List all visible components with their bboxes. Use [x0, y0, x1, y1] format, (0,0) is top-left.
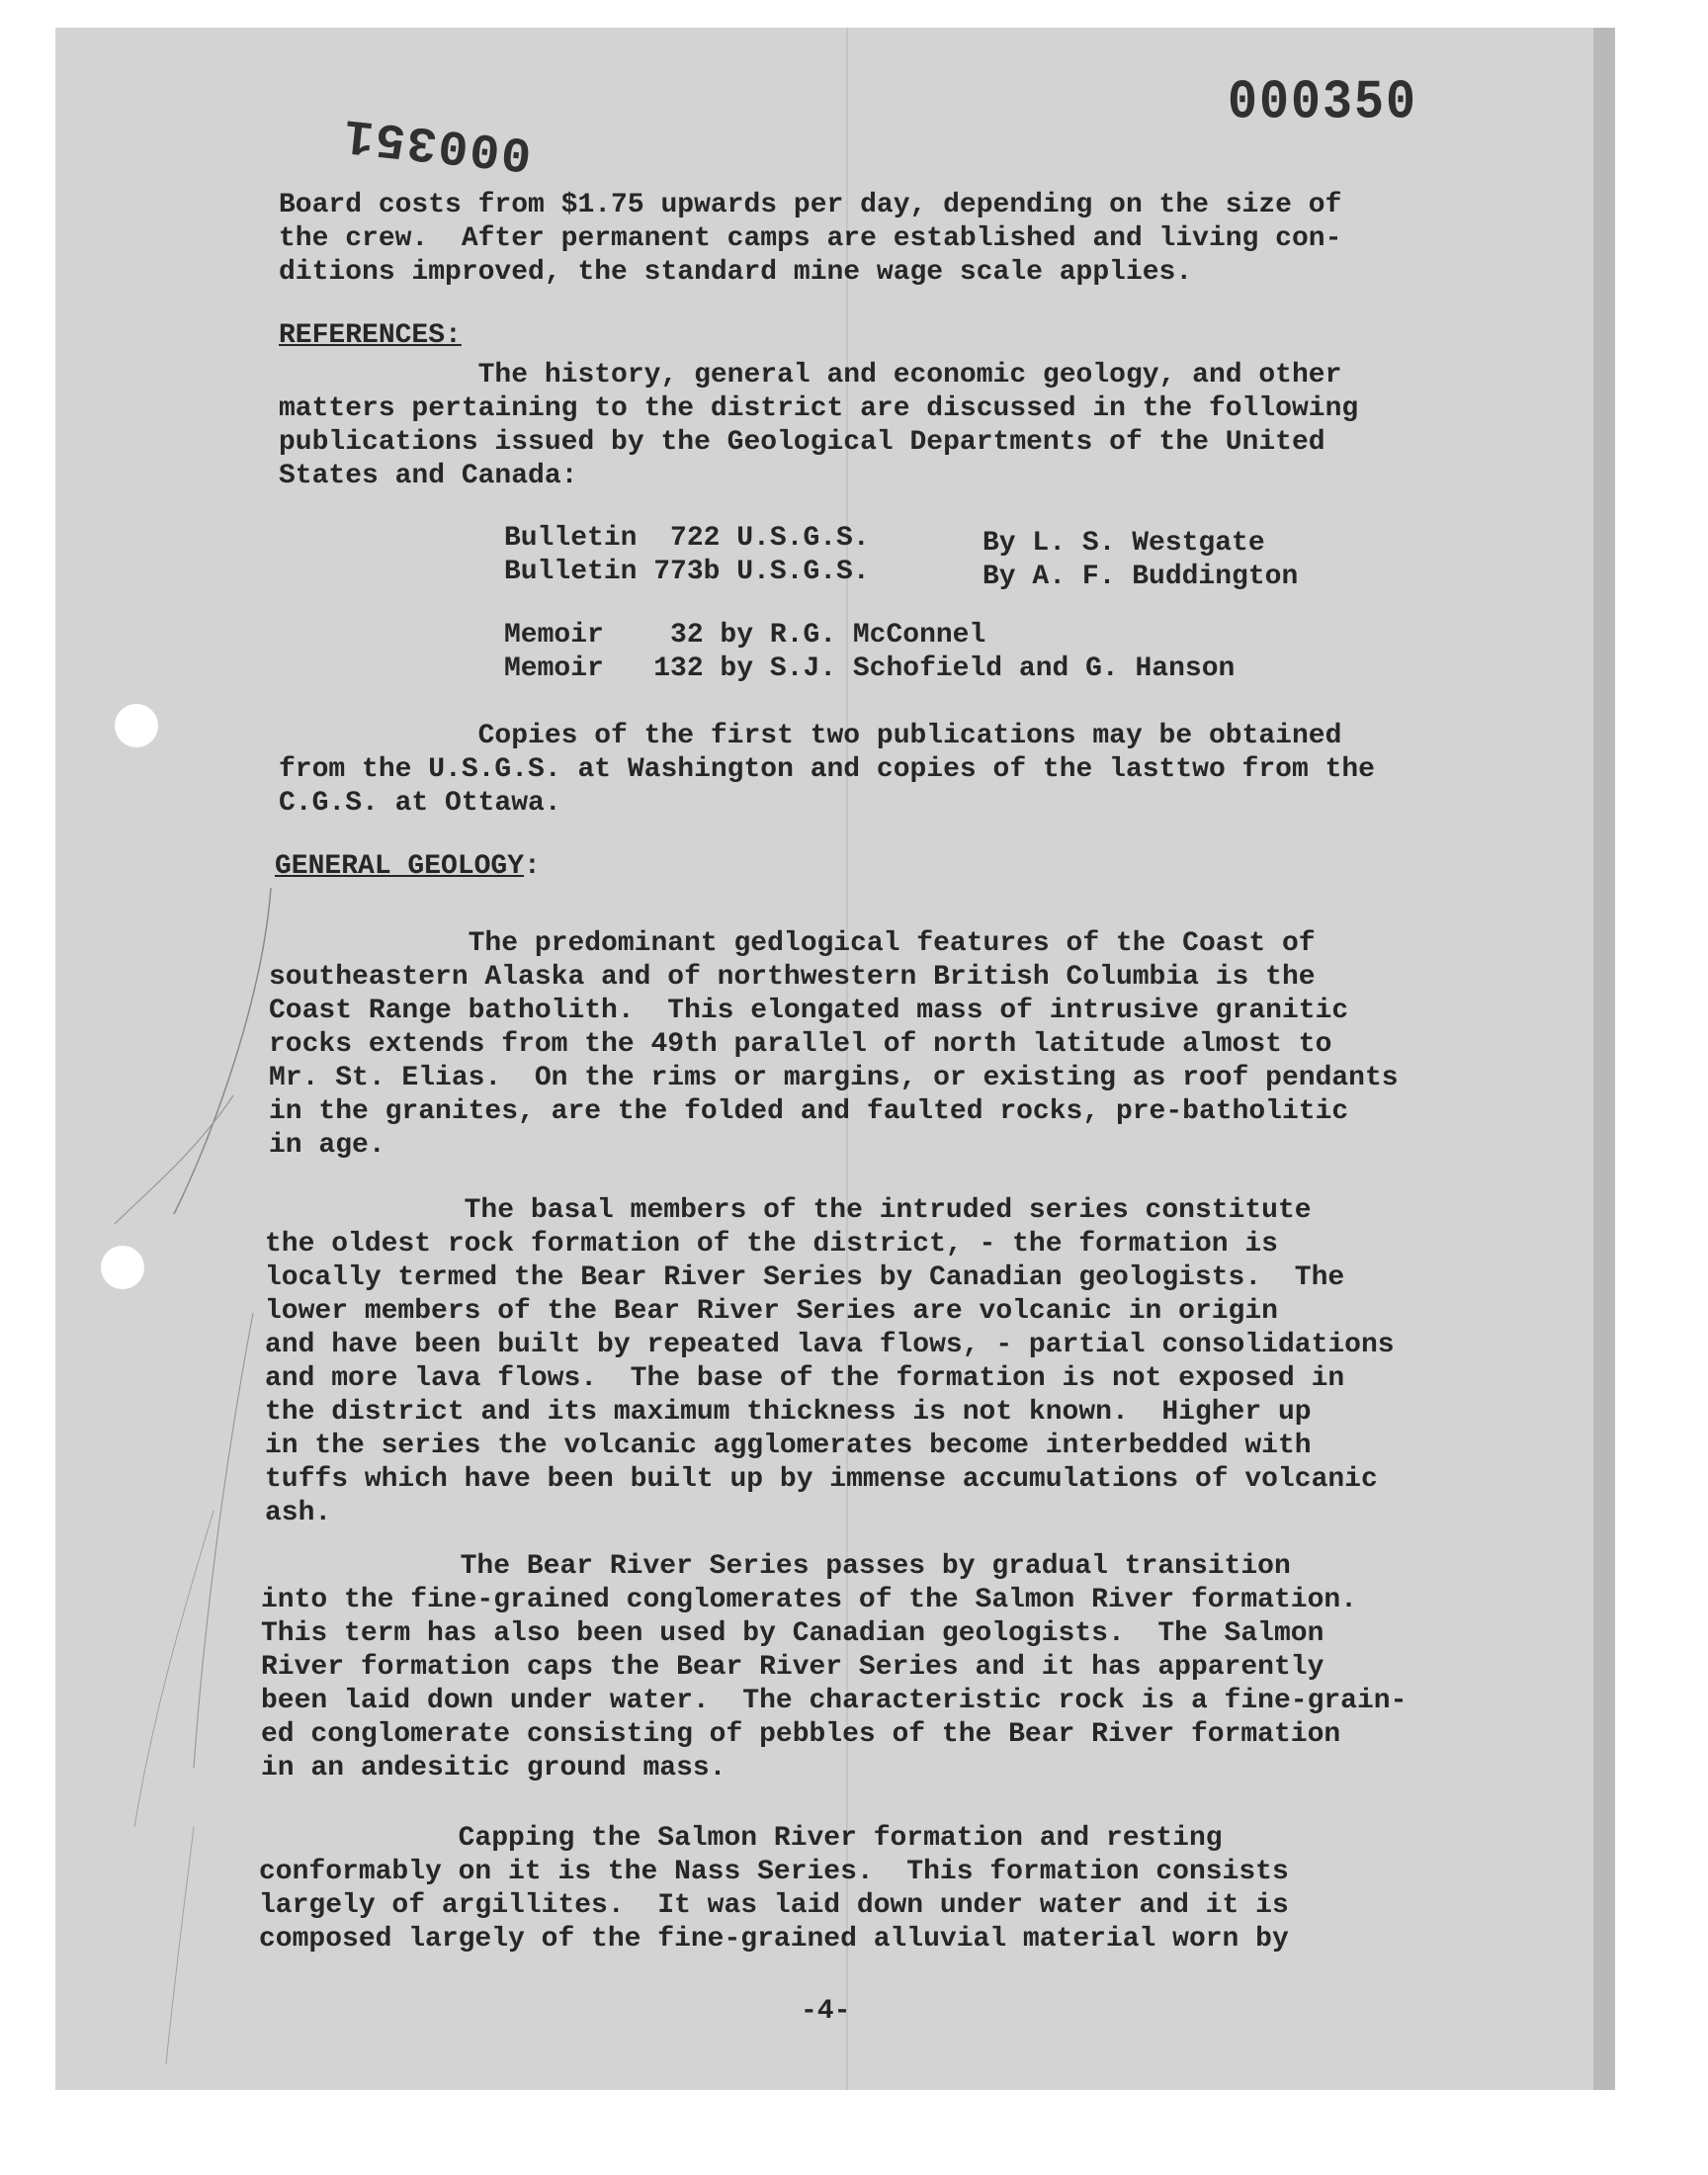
page-number: -4- [801, 1996, 851, 2027]
rotated-number-stamp: 000351 [339, 105, 535, 181]
document-number-stamp: 000350 [1228, 71, 1418, 135]
copies-paragraph: Copies of the first two publications may be obtained from the U.S.G.S. at Washington and copies of the lasttwo from the C.G.S. at Ottawa. [279, 721, 1375, 819]
bulletin-author: By A. F. Buddington [982, 562, 1299, 592]
document-page [55, 28, 1615, 2090]
bulletin-entry: Bulletin 773b U.S.G.S. [504, 557, 870, 587]
memoir-list [504, 619, 1235, 686]
references-heading: REFERENCES: [279, 320, 462, 351]
bulletin-authors [982, 527, 1298, 594]
general-geology-heading: GENERAL GEOLOGY: [275, 851, 541, 882]
bulletin-entry: Bulletin 722 U.S.G.S. [504, 523, 870, 554]
geology-paragraph-3: The Bear River Series passes by gradual transition into the fine-grained conglomerates of the Salmon River formation. This term has also been used by Canadian geologists. The Salmon River formation caps the Bear River Series and it has apparently been laid down under water. The characteristic rock is a fine-grain- ed conglomerate consisting of pebbles of the Bear River formation in an andesitic ground mass. [261, 1551, 1408, 1784]
geology-paragraph-1: The predominant gedlogical features of the Coast of southeastern Alaska and of northwestern British Columbia is the Coast Range batholith. This elongated mass of intrusive granitic rocks extends from the 49th parallel of north latitude almost to Mr. St. Elias. On the rims or margins, or existing as roof pendants in the granites, are the folded and faulted rocks, pre-batholitic in age. [269, 928, 1399, 1161]
memoir-entry: Memoir 132 by S.J. Schofield and G. Hanson [504, 653, 1236, 684]
intro-paragraph: Board costs from $1.75 upwards per day, depending on the size of the crew. After permanent camps are established and living con- ditions improved, the standard mine wage scale applies. [279, 190, 1342, 288]
geology-paragraph-2: The basal members of the intruded series constitute the oldest rock formation of the district, - the formation is locally termed the Bear River Series by Canadian geologists. The lower members of the Bear River Series are volcanic in origin and have been built by repeated lava flows, - partial consolidations and more lava flows. The base of the formation is not exposed in the district and its maximum thickness is not known. Higher up in the series the volcanic agglomerates become interbedded with tuffs which have been built up by immense accumulations of volcanic ash. [265, 1195, 1395, 1528]
memoir-entry: Memoir 32 by R.G. McConnel [504, 620, 986, 651]
bulletin-author: By L. S. Westgate [982, 528, 1265, 559]
geology-paragraph-4: Capping the Salmon River formation and resting conformably on it is the Nass Series. This formation consists largely of argillites. It was laid down under water and it is composed largely of the fine-grained alluvial material worn by [259, 1823, 1289, 1955]
references-paragraph: The history, general and economic geology, and other matters pertaining to the district are discussed in the following publications issued by the Geological Departments of the United States and Canada: [279, 360, 1359, 491]
bulletin-list [504, 522, 870, 589]
